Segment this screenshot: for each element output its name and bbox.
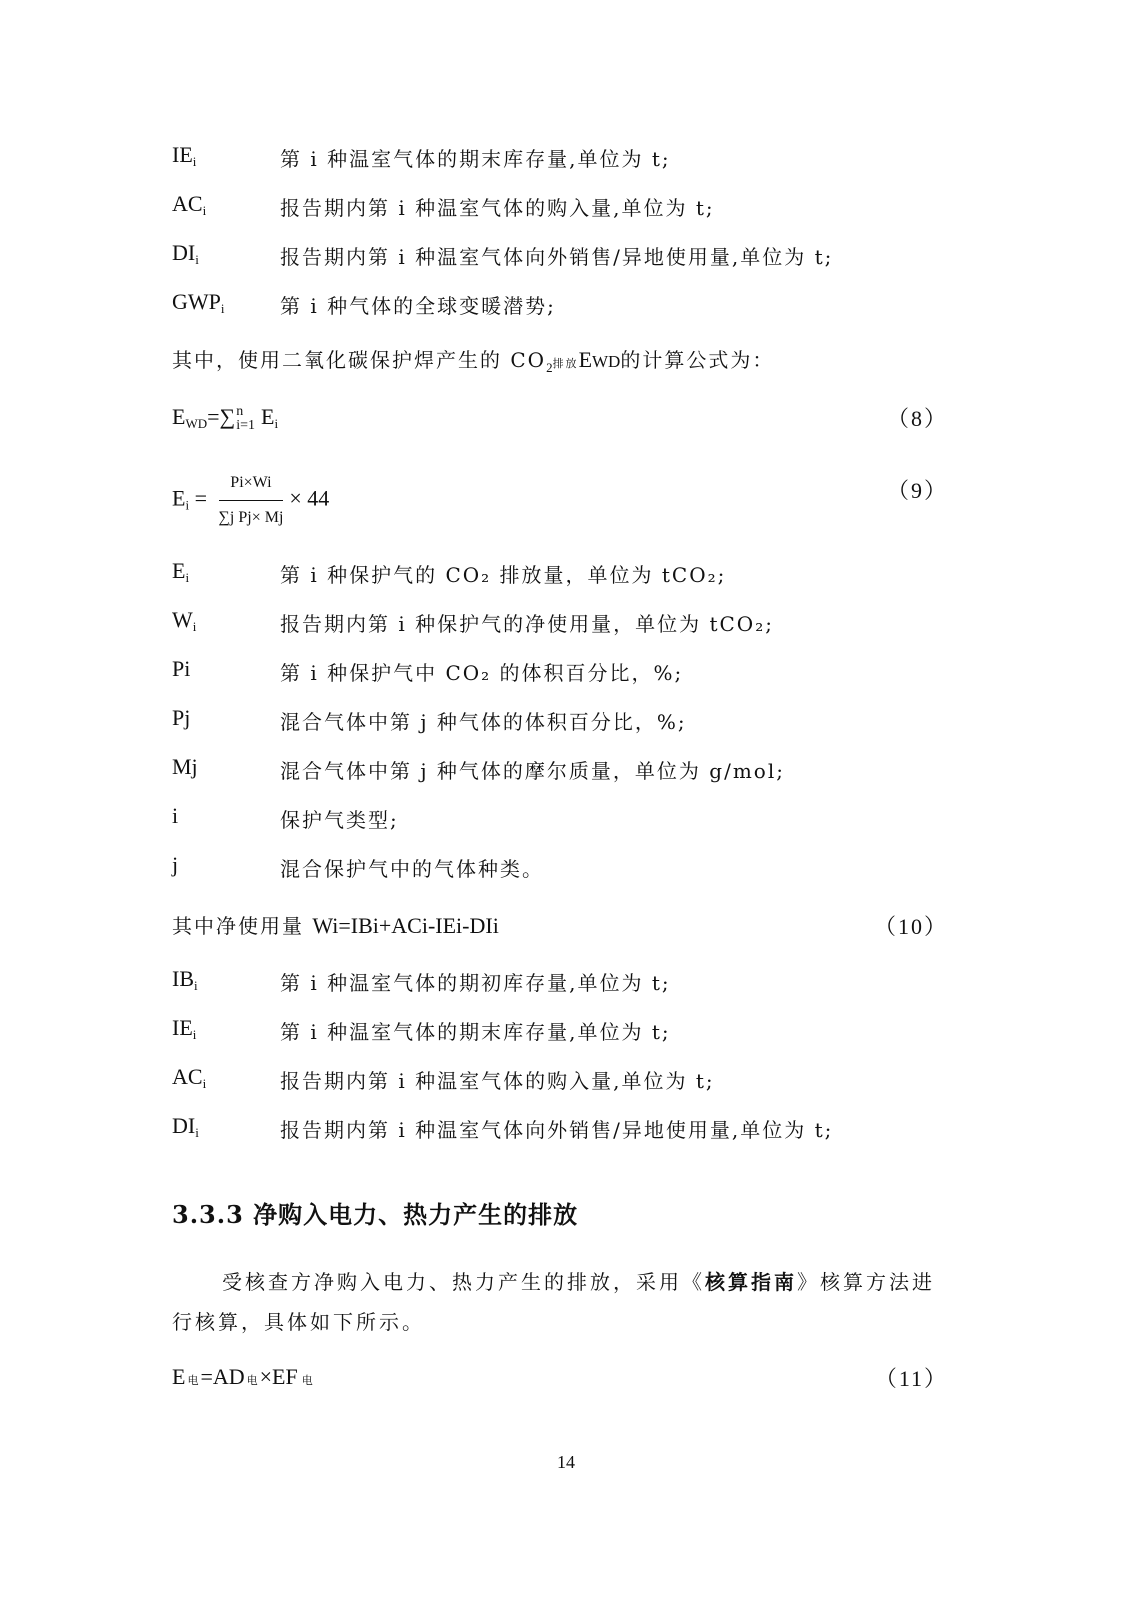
intro-wd-line — [172, 344, 774, 376]
eq10-number: （10） — [873, 914, 948, 939]
para-after: 》核算方法进行核算，具体如下所示。 — [172, 1270, 935, 1334]
symbol-sub: i — [195, 1125, 199, 1140]
symbol-block3-2 — [172, 1064, 206, 1092]
symbol-text: IE — [172, 142, 193, 167]
description-block1-3: 第 i 种气体的全球变暖潜势; — [280, 294, 556, 318]
eq8-lhs: E — [172, 404, 186, 429]
symbol-text: IB — [172, 966, 194, 991]
symbol-text: DI — [172, 240, 196, 265]
description-block2-4: 混合气体中第 j 种气体的摩尔质量，单位为 g/mol; — [280, 759, 785, 783]
symbol-text: AC — [172, 1064, 203, 1089]
equation-8 — [172, 402, 278, 439]
eq9-numerator: Pi×Wi — [219, 468, 284, 501]
body-paragraph — [172, 1262, 952, 1342]
eq11-mid: =AD — [200, 1364, 245, 1389]
eq11-number: （11） — [874, 1366, 948, 1391]
symbol-block2-2 — [172, 656, 190, 682]
symbol-text: E — [172, 558, 186, 583]
symbol-block2-4 — [172, 754, 198, 780]
symbol-text: AC — [172, 191, 203, 216]
eq8-upper: n — [236, 403, 244, 419]
eq9-lhs: E — [172, 485, 186, 511]
eq11-sub2: 电 — [246, 1375, 258, 1387]
symbol-text: GWP — [172, 289, 221, 314]
symbol-block1-2 — [172, 240, 199, 268]
symbol-text: IE — [172, 1015, 193, 1040]
eq8-sum: =∑ — [207, 404, 236, 429]
eq8-lower: i=1 — [236, 417, 256, 433]
eq10-formula: Wi=IBi+ACi-IEi-DIi — [312, 913, 499, 938]
description-block3-0: 第 i 种温室气体的期初库存量,单位为 t; — [280, 971, 671, 995]
symbol-block2-0 — [172, 558, 189, 586]
eq8-number: （8） — [886, 406, 948, 431]
description-block3-3: 报告期内第 i 种温室气体向外销售/异地使用量,单位为 t; — [280, 1118, 834, 1142]
eq11-sub1: 电 — [187, 1375, 199, 1387]
description-block1-2: 报告期内第 i 种温室气体向外销售/异地使用量,单位为 t; — [280, 245, 834, 269]
section-heading: 3.3.3 净购入电力、热力产生的排放 — [172, 1200, 579, 1229]
eq11-sub3: 电 — [301, 1375, 313, 1387]
wd-sub: WD — [592, 352, 621, 371]
symbol-block2-6 — [172, 852, 178, 878]
eq9-fraction — [219, 468, 284, 533]
page-number: 14 — [557, 1452, 575, 1472]
eq9-times: × 44 — [289, 485, 330, 511]
symbol-block2-1 — [172, 607, 196, 635]
symbol-text: Pj — [172, 705, 191, 730]
eq9-denominator: ∑j Pj× Mj — [218, 509, 284, 526]
description-block2-6: 混合保护气中的气体种类。 — [280, 857, 544, 881]
emission-small: 排放 — [552, 357, 579, 370]
description-block3-1: 第 i 种温室气体的期末库存量,单位为 t; — [280, 1020, 671, 1044]
co2-sub: 2 — [546, 360, 553, 375]
symbol-text: DI — [172, 1113, 196, 1138]
symbol-block1-3 — [172, 289, 225, 317]
equation-10 — [172, 910, 499, 939]
symbol-block3-1 — [172, 1015, 196, 1043]
symbol-sub: i — [185, 570, 190, 585]
description-block1-0: 第 i 种温室气体的期末库存量,单位为 t; — [280, 147, 671, 171]
equation-11 — [172, 1362, 313, 1396]
description-block2-1: 报告期内第 i 种保护气的净使用量，单位为 tCO₂; — [280, 612, 774, 636]
description-block3-2: 报告期内第 i 种温室气体的购入量,单位为 t; — [280, 1069, 715, 1093]
eq8-lhs-sub: WD — [185, 416, 208, 431]
symbol-sub: i — [220, 301, 225, 316]
symbol-sub: i — [195, 252, 199, 267]
eq9-lhs-sub: i — [185, 497, 190, 513]
symbol-sub: i — [192, 619, 197, 634]
para-before: 受核查方净购入电力、热力产生的排放，采用《 — [222, 1270, 705, 1294]
eq10-prefix: 其中净使用量 — [172, 914, 313, 938]
description-block2-3: 混合气体中第 j 种气体的体积百分比，%; — [280, 710, 687, 734]
eq8-term-sub: i — [274, 416, 279, 431]
symbol-block2-5 — [172, 803, 178, 829]
symbol-text: i — [172, 803, 179, 828]
eq11-e: E — [172, 1364, 186, 1389]
symbol-sub: i — [192, 154, 197, 169]
description-block2-5: 保护气类型; — [280, 808, 399, 832]
description-block2-0: 第 i 种保护气的 CO₂ 排放量，单位为 tCO₂; — [280, 563, 727, 587]
symbol-text: W — [172, 607, 193, 632]
symbol-block2-3 — [172, 705, 190, 731]
symbol-sub: i — [202, 203, 207, 218]
symbol-text: Mj — [172, 754, 198, 779]
symbol-block1-1 — [172, 191, 206, 219]
eq11-times: ×EF — [259, 1364, 298, 1389]
symbol-block3-3 — [172, 1113, 199, 1141]
symbol-block1-0 — [172, 142, 196, 170]
symbol-text: Pi — [172, 656, 191, 681]
intro-text: 其中，使用二氧化碳保护焊产生的 CO — [172, 348, 547, 372]
e-symbol: E — [578, 347, 593, 372]
symbol-sub: i — [192, 1027, 197, 1042]
intro-suffix: 的计算公式为： — [620, 348, 775, 372]
description-block1-1: 报告期内第 i 种温室气体的购入量,单位为 t; — [280, 196, 715, 220]
symbol-block3-0 — [172, 966, 198, 994]
eq9-number: （9） — [886, 478, 948, 503]
symbol-sub: i — [202, 1076, 207, 1091]
description-block2-2: 第 i 种保护气中 CO₂ 的体积百分比，%; — [280, 661, 684, 685]
para-bold: 核算指南 — [705, 1270, 797, 1294]
symbol-sub: i — [194, 978, 198, 993]
eq9-equals: = — [194, 485, 207, 511]
eq8-term: E — [261, 404, 275, 429]
equation-9 — [172, 468, 329, 533]
symbol-text: j — [172, 852, 179, 877]
